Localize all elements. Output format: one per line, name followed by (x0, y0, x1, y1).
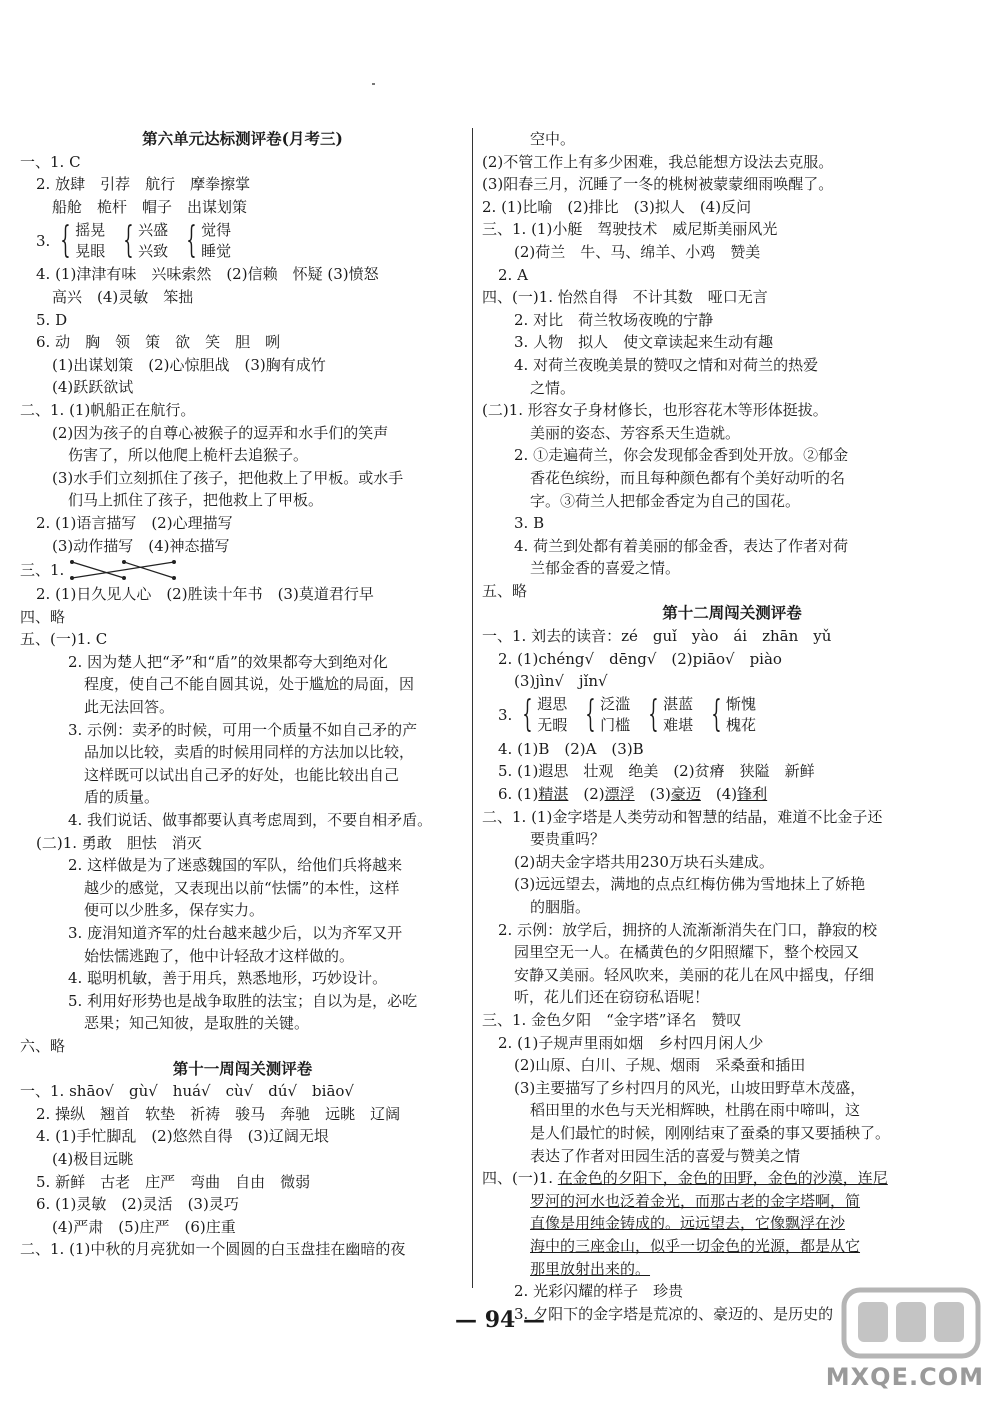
answer-line: (2)不管工作上有多少困难，我总能想方设法去克服。 (482, 152, 834, 171)
answer-line: 恶果；知己知彼，是取胜的关键。 (84, 1014, 310, 1033)
answer-line: 伤害了，所以他爬上桅杆去追猴子。 (68, 446, 309, 465)
section-title: 第十一周闯关测评卷 (172, 1058, 313, 1078)
answer-line: 稻田里的水色与天光相辉映，杜鹃在雨中啼叫，这 (530, 1101, 861, 1120)
answer-line: 2. (1)比喻 (2)排比 (3)拟人 (4)反问 (482, 197, 752, 216)
answer-line: 六、略 (20, 1036, 66, 1055)
answer-line: 之情。 (530, 378, 576, 397)
answer-line: (2)山原、白川、子规、烟雨 采桑蚕和插田 (514, 1056, 806, 1075)
answer-line: 三、1. 金色夕阳 “金字塔”译名 赞叹 (482, 1010, 742, 1029)
answer-line: 5. (1)遐思 壮观 绝美 (2)贫瘠 狭隘 新鲜 (498, 762, 815, 781)
answer-line: 2. 示例：放学后，拥挤的人流渐渐消失在门口，静寂的校 (498, 920, 878, 939)
answer-line: 5. D (36, 310, 68, 329)
section-title: 第六单元达标测评卷(月考三) (142, 129, 343, 148)
answer-line: 2. (1)语言描写 (2)心理描写 (36, 513, 233, 532)
answer-line: 船舱 桅杆 帽子 出谋划策 (52, 197, 248, 216)
answer-line: 程度，使自己不能自圆其说，处于尴尬的局面，因 (84, 675, 415, 694)
answer-line: 4. 聪明机敏，善于用兵，熟悉地形，巧妙设计。 (68, 969, 388, 988)
answer-line: (2)荷兰 牛、马、绵羊、小鸡 赞美 (514, 242, 761, 261)
answer-line: (二)1. 勇敢 胆怯 消灭 (36, 833, 202, 852)
answer-line: 三、1. (1)小艇 驾驶技术 威尼斯美丽风光 (482, 220, 778, 239)
page-number: — 94 — (455, 1307, 545, 1333)
answer-line: 便可以少胜多，保存实力。 (84, 901, 265, 920)
answer-line: 6. (1)灵敏 (2)灵活 (3)灵巧 (36, 1195, 239, 1214)
answer-line: 品加以比较，卖盾的时候用同样的方法加以比较， (84, 743, 415, 762)
answer-line: 二、1. (1)金字塔是人类劳动和智慧的结晶，难道不比金子还 (482, 807, 883, 826)
watermark-text: MXQE.COM (825, 1363, 984, 1391)
answer-line: 盾的质量。 (84, 788, 160, 807)
answer-line: (3)阳春三月，沉睡了一冬的桃树被蒙蒙细雨唤醒了。 (482, 175, 834, 194)
answer-line: (3)动作描写 (4)神态描写 (52, 536, 230, 555)
answer-line: 6. (1)精湛 (2)漂浮 (3)豪迈 (4)锋利 (498, 785, 768, 804)
answer-line: 表达了作者对田园生活的喜爱与赞美之情 (530, 1146, 801, 1165)
answer-line: 3. 人物 拟人 使文章读起来生动有趣 (514, 333, 774, 352)
brace-icon: { (60, 219, 71, 261)
brace-icon: { (711, 694, 722, 736)
answer-line: (二)1. 形容女子身材修长，也形容花木等形体挺拔。 (482, 401, 828, 420)
left-column (20, 128, 465, 1261)
answer-line: 3. 示例：卖矛的时候，可用一个质量不如自己矛的产 (68, 720, 418, 739)
answer-line: 高兴 (4)灵敏 笨拙 (52, 287, 194, 306)
answer-line: 2. 这样做是为了迷惑魏国的军队，给他们兵将越来 (68, 856, 403, 875)
answer-line: 4. 对荷兰夜晚美景的赞叹之情和对荷兰的热爱 (514, 355, 819, 374)
brace-icon: { (585, 694, 596, 736)
answer-line: (2)因为孩子的自尊心被猴子的逗弄和水手们的笑声 (52, 423, 389, 442)
answer-line: 字。③荷兰人把郁金香定为自己的国花。 (530, 491, 801, 510)
brace-group-answer: 3. { 摇晃 晃眼 { 兴盛 兴致 { 觉得 睡觉 (36, 219, 232, 261)
answer-line: 四、(一)1. 在金色的夕阳下，金色的田野，金色的沙漠，连尼 (482, 1169, 888, 1188)
answer-line: 4. (1)手忙脚乱 (2)悠然自得 (3)辽阔无垠 (36, 1127, 329, 1146)
answer-line: 五、(一)1. C (20, 630, 108, 649)
answer-line: 们马上抓住了孩子，把他救上了甲板。 (68, 491, 324, 510)
answer-line: 罗河的河水也泛着金光，而那古老的金字塔啊，简 (530, 1191, 861, 1210)
answer-line: 要贵重吗？ (530, 830, 606, 849)
answer-line: (4)跃跃欲试 (52, 378, 134, 397)
answer-line: 2. (1)chéng√ dēng√ (2)piāo√ piào (498, 649, 782, 668)
answer-line: 空中。 (530, 130, 576, 148)
answer-line: 4. 我们说话、做事都要认真考虑周到，不要自相矛盾。 (68, 811, 433, 830)
answer-line: 海中的三座金山，似乎一切金色的光源，都是从它 (530, 1236, 861, 1255)
answer-line: 2. 因为楚人把“矛”和“盾”的效果都夸大到绝对化 (68, 652, 388, 671)
answer-line: 一、1. C (20, 152, 81, 171)
answer-line: (3)远远望去，满地的点点红梅仿佛为雪地抹上了娇艳 (514, 875, 866, 894)
answer-line: (3)主要描写了乡村四月的风光，山坡田野草木茂盛， (514, 1078, 866, 1097)
answer-line: (4)严肃 (5)庄严 (6)庄重 (52, 1217, 236, 1236)
answer-line: 3. 庞涓知道齐军的灶台越来越少后，以为齐军又开 (68, 924, 403, 942)
column-divider (472, 128, 473, 1288)
answer-line: 兰郁金香的喜爱之情。 (530, 559, 681, 578)
answer-line: (3)水手们立刻抓住了孩子，把他救上了甲板。或水手 (52, 468, 404, 487)
answer-line: 6. 动 胸 领 策 欲 笑 胆 咧 (36, 333, 281, 352)
brace-icon: { (648, 694, 659, 736)
answer-line: 4. (1)津津有味 兴味索然 (2)信赖 怀疑 (3)愤怒 (36, 265, 379, 284)
answer-line: 一、1. 刘去的读音：zé guǐ yào ái zhān yǔ (482, 627, 832, 646)
brace-group-answer: 3. { 遐思 无暇 { 泛滥 门槛 { 湛蓝 难堪 { 惭愧 槐花 (498, 694, 756, 736)
answer-line: 2. (1)日久见人心 (2)胜读十年书 (3)莫道君行早 (36, 585, 374, 604)
answer-line: 2. A (498, 265, 528, 284)
brace-icon: { (522, 694, 533, 736)
answer-line: 园里空无一人。在橘黄色的夕阳照耀下，整个校园又 (514, 943, 860, 962)
answer-line: 安静又美丽。轻风吹来，美丽的花儿在风中摇曳，仔细 (514, 965, 875, 984)
answer-line: 4. (1)B (2)A (3)B (498, 739, 644, 758)
answer-line: 始怯懦逃跑了，他中计轻敌才这样做的。 (84, 946, 355, 965)
answer-line: 2. 操纵 翘首 软垫 祈祷 骏马 奔驰 远眺 辽阔 (36, 1104, 401, 1123)
answer-line: 那里放射出来的。 (530, 1259, 651, 1278)
answer-line: 二、1. (1)中秋的月亮犹如一个圆圆的白玉盘挂在幽暗的夜 (20, 1240, 406, 1259)
answer-line: (2)胡夫金字塔共用230万块石头建成。 (514, 852, 774, 871)
answer-line: 2. ①走遍荷兰，你会发现郁金香到处开放。②郁金 (514, 446, 849, 465)
answer-line: (1)出谋划策 (2)心惊胆战 (3)胸有成竹 (52, 355, 326, 374)
scan-dot (372, 83, 375, 85)
matching-lines-icon (68, 557, 178, 583)
answer-line: 四、略 (20, 607, 66, 626)
answer-line: 4. 荷兰到处都有着美丽的郁金香，表达了作者对荷 (514, 536, 849, 555)
answer-line: (4)极目远眺 (52, 1149, 134, 1168)
answer-line: 2. 光彩闪耀的样子 珍贵 (514, 1282, 684, 1301)
answer-line: 四、(一)1. 怡然自得 不计其数 哑口无言 (482, 288, 768, 307)
answer-line: 越少的感觉，又表现出以前“怯懦”的本性，这样 (84, 878, 400, 897)
answer-line: 香花色缤纷，而且每种颜色都有个美好动听的名 (530, 468, 846, 487)
answer-line: 5. 利用好形势也是战争取胜的法宝；自以为是，必吃 (68, 991, 418, 1010)
answer-line: 的胭脂。 (530, 898, 591, 916)
answer-line: 2. 放肆 引荐 航行 摩拳擦掌 (36, 175, 251, 194)
answer-line: 此无法回答。 (84, 698, 175, 717)
answer-line: (3)jìn√ jǐn√ (514, 672, 608, 691)
answer-line: 2. (1)子规声里雨如烟 乡村四月闲人少 (498, 1033, 764, 1052)
answer-line: 听，花儿们还在窃窃私语呢！ (514, 988, 710, 1007)
answer-line: 美丽的姿态、芳容系天生造就。 (530, 423, 741, 442)
answer-line: 五、略 (482, 581, 528, 600)
answer-line: 5. 新鲜 古老 庄严 弯曲 自由 微弱 (36, 1172, 311, 1191)
brace-icon: { (186, 219, 197, 261)
brace-icon: { (123, 219, 134, 261)
answer-line: 是人们最忙的时候，刚刚结束了蚕桑的事又要插秧了。 (530, 1123, 891, 1142)
answer-line: 一、1. shāo√ gù√ huá√ cù√ dú√ biāo√ (20, 1082, 354, 1101)
answer-line: 二、1. (1)帆船正在航行。 (20, 400, 196, 419)
answer-line: 3. B (514, 514, 545, 533)
matching-answer: 三、1. (20, 557, 465, 583)
answer-line: 2. 对比 荷兰牧场夜晚的宁静 (514, 310, 714, 329)
right-column (482, 128, 982, 1325)
answer-line: 直像是用纯金铸成的。远远望去，它像飘浮在沙 (530, 1214, 846, 1233)
answer-line: 这样既可以试出自己矛的好处，也能比较出自己 (84, 765, 400, 784)
answer-line: 3. 夕阳下的金字塔是荒凉的、豪迈的、是历史的 (514, 1304, 834, 1323)
section-title: 第十二周闯关测评卷 (662, 603, 802, 623)
